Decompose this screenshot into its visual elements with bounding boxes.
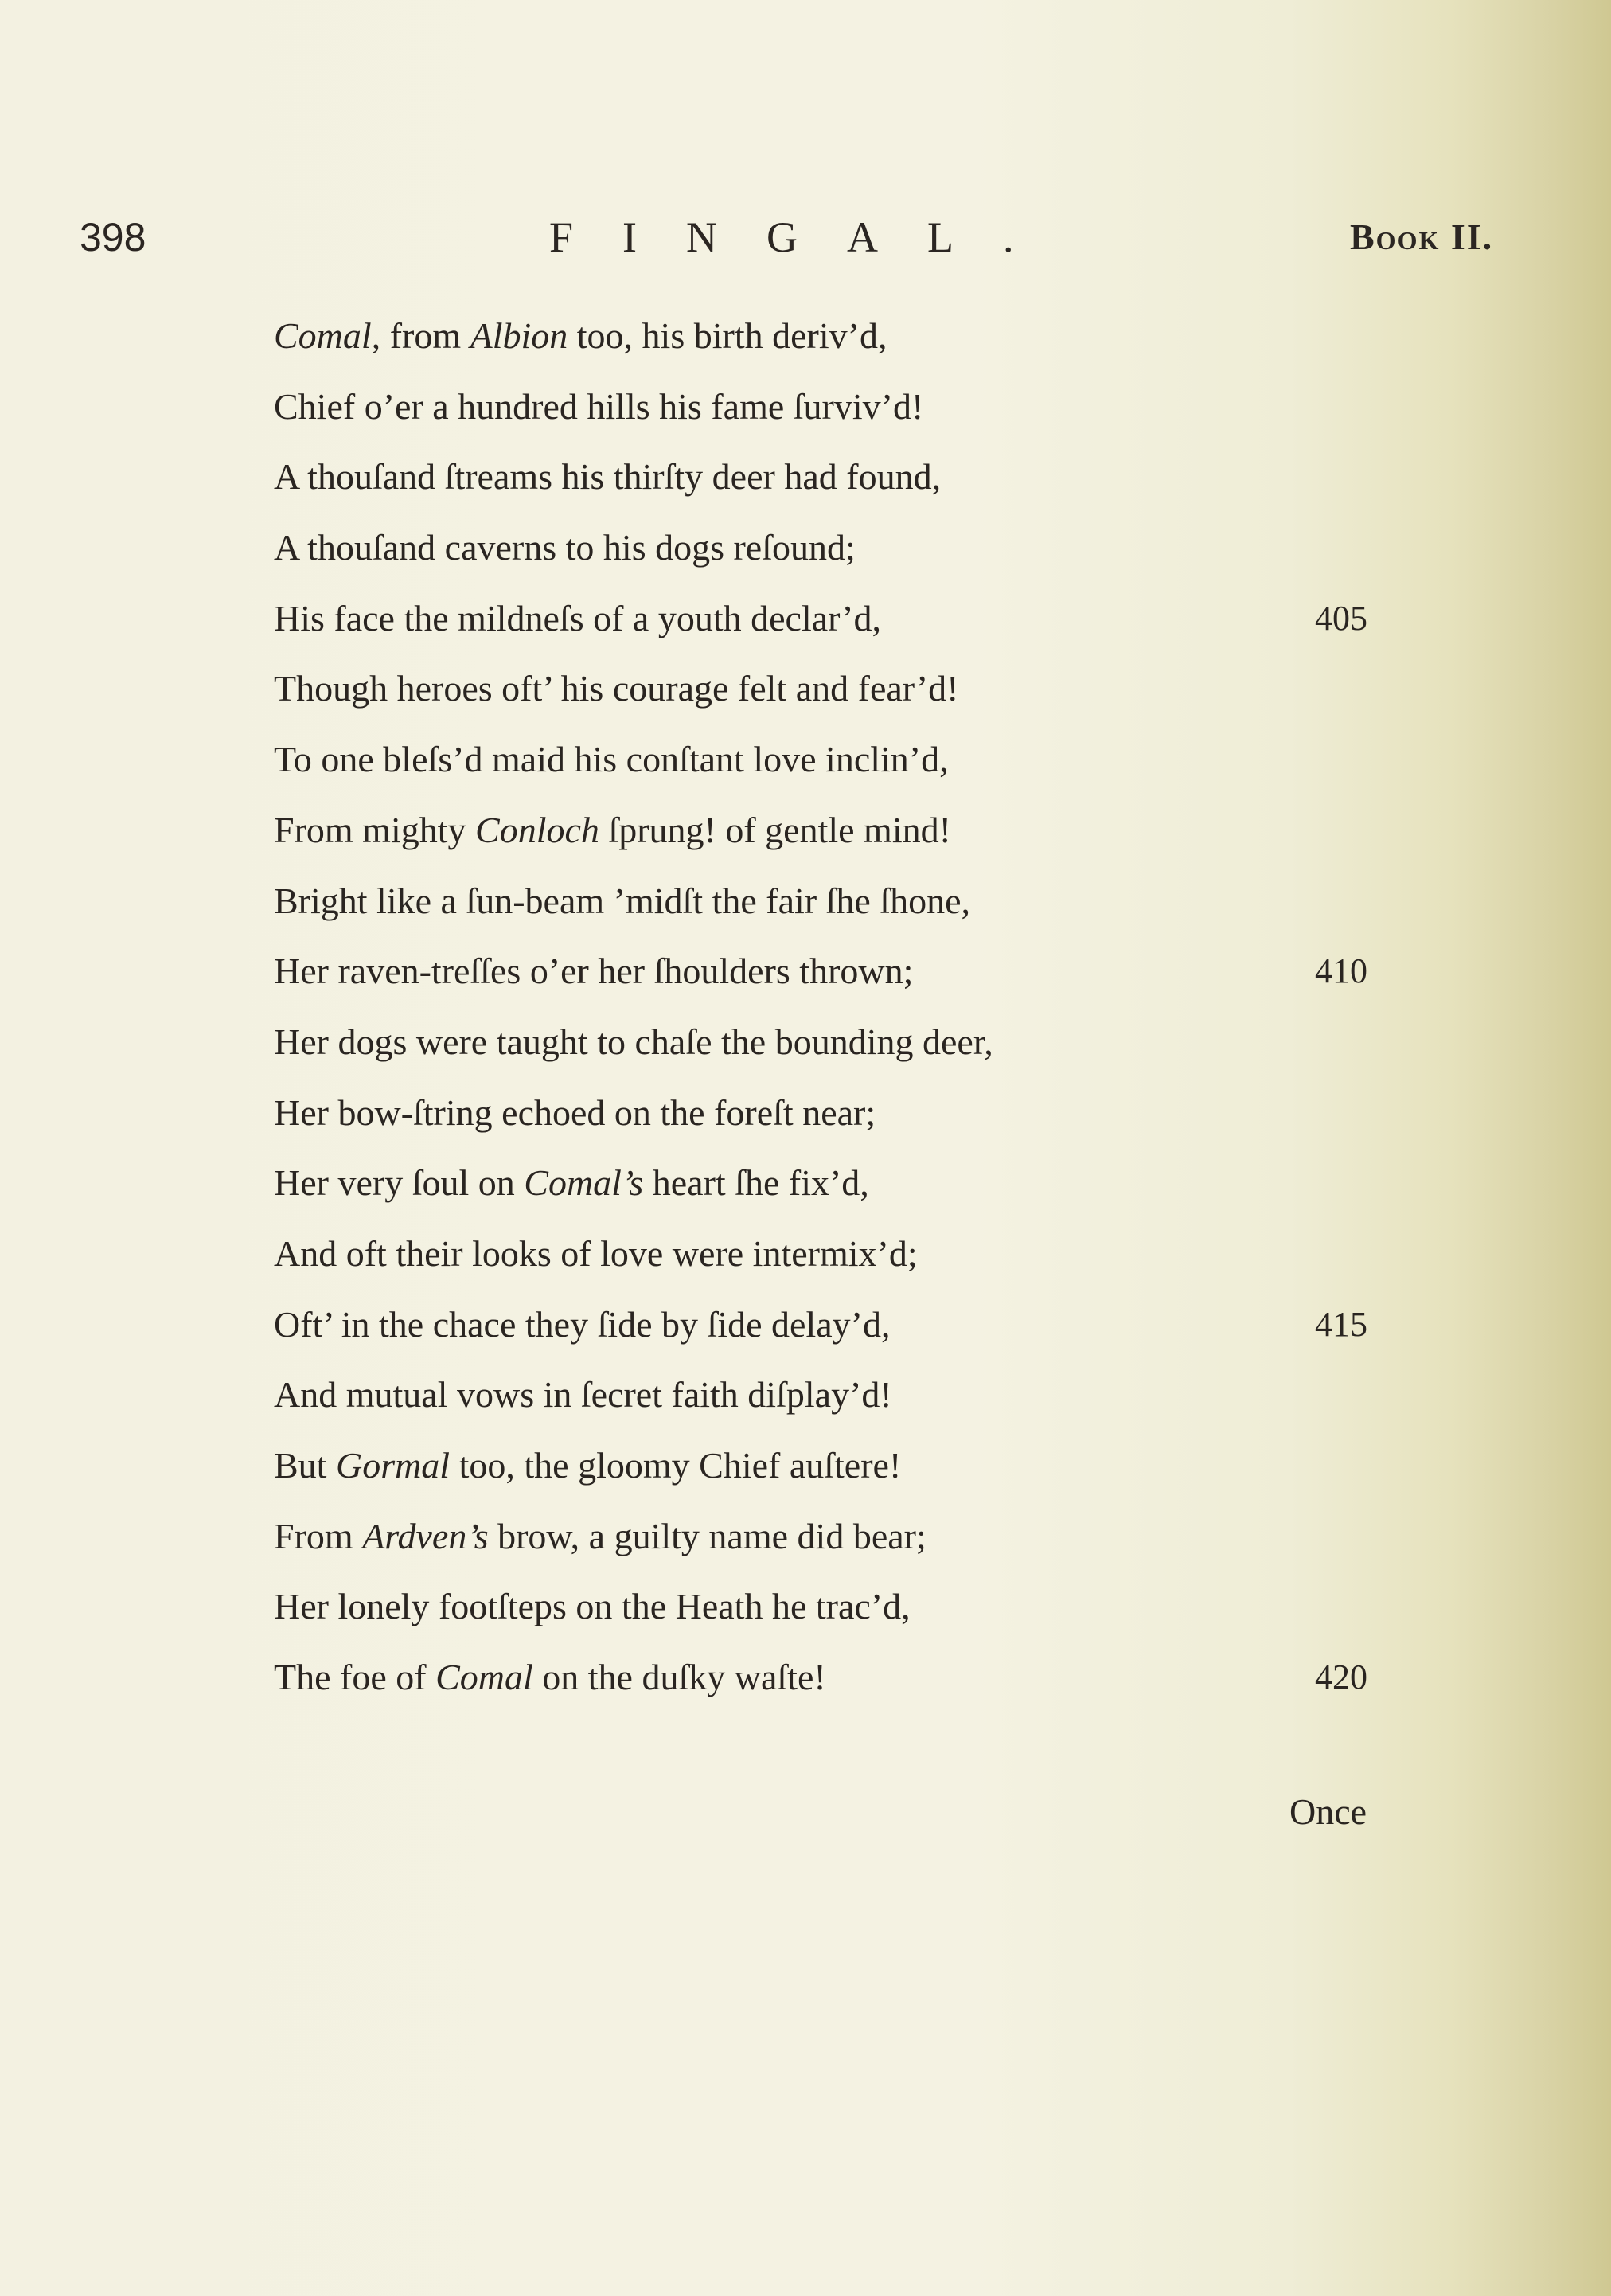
verse-line <box>274 1572 1420 1642</box>
verse-segment: brow, a guilty name did bear; <box>488 1515 926 1556</box>
book-label: Book II. <box>1350 217 1494 257</box>
verse-text <box>274 598 881 638</box>
page-header <box>0 205 1611 269</box>
verse-text <box>274 1304 890 1345</box>
verse-line <box>274 1501 1420 1572</box>
verse-segment: on the duſky waſte! <box>532 1657 826 1698</box>
catchword: Once <box>1289 1791 1367 1832</box>
verse-segment: A thouſand ſtreams his thirſty deer had found, <box>274 456 942 498</box>
verse-segment: But <box>274 1445 336 1486</box>
line-number: 420 <box>1315 1658 1367 1697</box>
verse-text <box>274 1233 918 1274</box>
verse-text <box>274 315 887 356</box>
verse-segment: Her dogs were taught to chaſe the bounding deer, <box>274 1021 993 1062</box>
verse-line <box>274 654 1420 724</box>
italic-name: Ardven’s <box>362 1515 489 1556</box>
verse-text <box>274 527 856 568</box>
verse-text <box>274 1657 826 1697</box>
verse-line <box>274 866 1420 937</box>
verse-segment: too, his birth deriv’d, <box>568 315 887 356</box>
verse-segment: Bright like a ſun-beam ’midſt the fair ſhe ſhone, <box>274 880 971 921</box>
verse-text <box>274 1162 869 1203</box>
verse-text <box>274 1021 993 1062</box>
verse-segment: And mutual vows in ſecret faith diſplay’d! <box>274 1374 892 1415</box>
verse-segment: Her bow-ſtring echoed on the foreſt near; <box>274 1091 876 1133</box>
verse-segment: From <box>274 1515 363 1556</box>
verse-text <box>274 1586 911 1626</box>
verse-segment: The foe of <box>274 1657 436 1698</box>
verse-text <box>274 456 941 497</box>
verse-line <box>274 584 1420 654</box>
italic-name: Comal <box>435 1657 533 1698</box>
verse-text <box>274 1374 892 1415</box>
verse-line <box>274 1431 1420 1501</box>
verse-segment: too, the gloomy Chief auſtere! <box>450 1445 902 1486</box>
verse-line <box>274 1148 1420 1219</box>
verse-line <box>274 1360 1420 1431</box>
verse-segment: from <box>380 315 470 356</box>
italic-name: Comal, <box>274 315 381 356</box>
poem-verse-block <box>274 301 1420 1713</box>
verse-line <box>274 1219 1420 1290</box>
verse-text <box>274 739 949 779</box>
verse-segment: Chief o’er a hundred hills his fame ſurviv’d! <box>274 385 924 427</box>
verse-text <box>274 951 913 991</box>
verse-line <box>274 442 1420 513</box>
running-title: FINGAL. <box>549 213 1063 261</box>
verse-line <box>274 1078 1420 1149</box>
verse-line <box>274 936 1420 1007</box>
verse-segment: Oft’ in the chace they ſide by ſide delay’d, <box>274 1303 891 1345</box>
verse-line <box>274 1007 1420 1078</box>
verse-line <box>274 513 1420 584</box>
verse-line <box>274 795 1420 866</box>
verse-line <box>274 372 1420 443</box>
verse-segment: A thouſand caverns to his dogs reſound; <box>274 527 856 568</box>
line-number: 415 <box>1315 1304 1367 1344</box>
verse-text <box>274 881 970 921</box>
verse-segment: To one bleſs’d maid his conſtant love inclin’d, <box>274 739 949 780</box>
verse-line <box>274 724 1420 795</box>
page-number: 398 <box>80 215 146 260</box>
line-number: 410 <box>1315 951 1367 991</box>
verse-text <box>274 1092 876 1133</box>
verse-text <box>274 386 923 427</box>
italic-name: Comal’s <box>524 1162 644 1204</box>
verse-text <box>274 1445 901 1486</box>
verse-text <box>274 1516 926 1556</box>
italic-name: Albion <box>470 315 568 356</box>
verse-text <box>274 668 958 709</box>
verse-line <box>274 301 1420 372</box>
verse-segment: Her very ſoul on <box>274 1162 525 1204</box>
verse-segment: Her lonely footſteps on the Heath he trac’d, <box>274 1586 911 1627</box>
verse-segment: Her raven-treſſes o’er her ſhoulders thrown; <box>274 951 914 992</box>
verse-segment: From mighty <box>274 809 476 850</box>
italic-name: Conloch <box>475 809 599 850</box>
verse-line <box>274 1290 1420 1361</box>
italic-name: Gormal <box>335 1445 451 1486</box>
line-number: 405 <box>1315 598 1367 638</box>
verse-segment: ſprung! of gentle mind! <box>599 809 951 850</box>
verse-segment: Though heroes oft’ his courage felt and fear’d! <box>274 668 959 709</box>
verse-segment: His face the mildneſs of a youth declar’d, <box>274 597 881 638</box>
verse-text <box>274 810 951 850</box>
verse-segment: And oft their looks of love were intermix’d; <box>274 1232 918 1274</box>
verse-segment: heart ſhe fix’d, <box>643 1162 869 1204</box>
verse-line <box>274 1642 1420 1713</box>
